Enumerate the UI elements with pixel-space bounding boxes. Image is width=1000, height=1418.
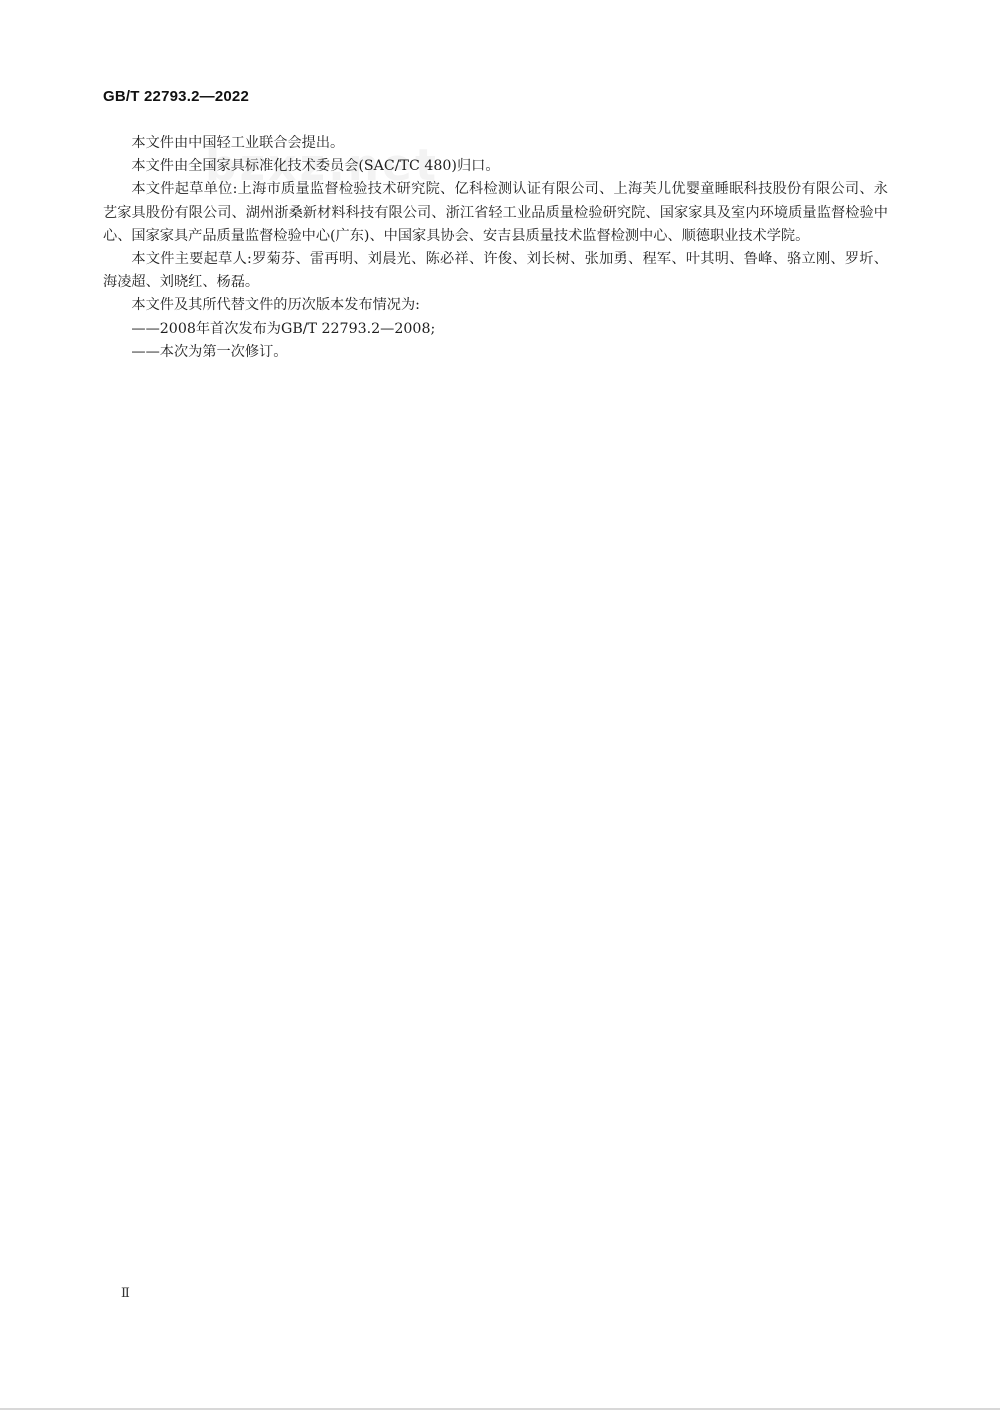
drafting-units-paragraph: 本文件起草单位:上海市质量监督检验技术研究院、亿科检测认证有限公司、上海芙儿优婴童睡眠科技股份有限公司、永艺家具股份有限公司、湖州浙桑新材料科技有限公司、浙江省轻工业品质量检验研究院、国家家具及室内环境质量监督检验中心、国家家具产品质量监督检验中心(广东)、中国家具协会、安吉县质量技术监督检测中心、顺德职业技术学院。 (103, 181, 888, 244)
standard-code-header: GB/T 22793.2—2022 (103, 88, 249, 105)
history-intro-paragraph: 本文件及其所代替文件的历次版本发布情况为: (131, 297, 420, 314)
drafters-paragraph: 本文件主要起草人:罗菊芬、雷再明、刘晨光、陈必祥、许俊、刘长树、张加勇、程军、叶其明、鲁峰、骆立刚、罗圻、海凌超、刘晓红、杨磊。 (103, 251, 888, 291)
page-number: Ⅱ (121, 1286, 130, 1301)
foreword-body (103, 132, 888, 364)
history-item-2008: ——2008年首次发布为GB/T 22793.2—2008; (131, 320, 436, 337)
bottom-divider (0, 1408, 1000, 1410)
history-item-revision: ——本次为第一次修订。 (131, 343, 288, 360)
committee-paragraph: 本文件由全国家具标准化技术委员会(SAC/TC 480)归口。 (131, 158, 500, 175)
proposer-paragraph: 本文件由中国轻工业联合会提出。 (131, 135, 345, 151)
